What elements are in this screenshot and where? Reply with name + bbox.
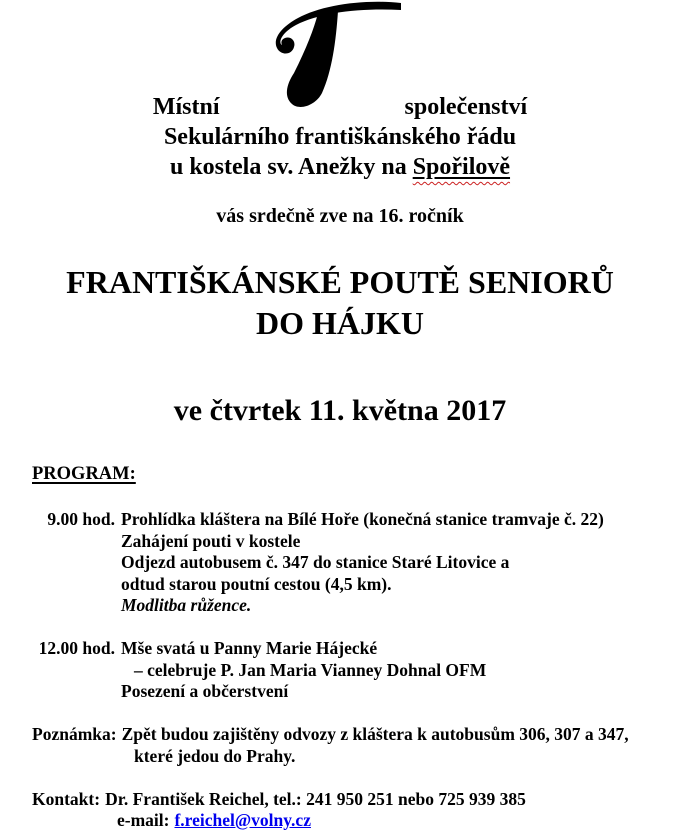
event-date: ve čtvrtek 11. května 2017	[173, 394, 507, 427]
header-line1-right: společenství	[404, 94, 528, 120]
note-label: Poznámka:	[32, 724, 117, 744]
header-line-2: Sekulárního františkánského řádu	[163, 124, 517, 150]
program-time: 12.00 hod.	[38, 638, 115, 658]
program-text: Zahájení pouti v kostele	[121, 530, 301, 551]
spellchecked-word: Spořilově	[412, 154, 511, 180]
program-text: Odjezd autobusem č. 347 do stanice Staré Litovice a	[121, 552, 510, 572]
blank-line	[0, 703, 680, 725]
email-line	[0, 810, 680, 832]
blank-line	[0, 767, 680, 789]
header-line3-prefix: u kostela sv. Anežky na	[169, 154, 407, 180]
blank-line	[0, 617, 680, 639]
program-text: Mše svatá u Panny Marie Hájecké	[121, 638, 378, 658]
program-item-morning	[0, 509, 680, 531]
contact-line	[0, 789, 680, 811]
header-line-3	[0, 152, 680, 182]
program-time: 9.00 hod.	[47, 509, 115, 529]
note-line	[0, 724, 680, 746]
page-title-line-2: DO HÁJKU	[256, 305, 424, 341]
contact-label: Kontakt:	[32, 788, 101, 809]
program-text-italic: Modlitba růžence.	[121, 595, 252, 615]
contact-text: Dr. František Reichel, tel.: 241 950 251 nebo 725 939 385	[105, 788, 526, 809]
page-title-line-1: FRANTIŠKÁNSKÉ POUTĚ SENIORŮ	[66, 264, 614, 300]
email-link[interactable]: f.reichel@volny.cz	[174, 810, 311, 830]
header-line-1	[0, 92, 680, 122]
program-text: odtud starou poutní cestou (4,5 km).	[121, 573, 392, 594]
program-list	[0, 509, 680, 832]
program-text: Prohlídka kláštera na Bílé Hoře (konečná stanice tramvaje č. 22)	[121, 509, 604, 529]
program-text: – celebruje P. Jan Maria Vianney Dohnal OFM	[134, 659, 487, 680]
spellchecked-word-wrap	[413, 154, 510, 180]
page-title	[0, 262, 680, 344]
program-item-noon	[0, 638, 680, 660]
invitation-line: vás srdečně zve na 16. ročník	[216, 205, 464, 227]
header-block	[0, 92, 680, 182]
header-line1-left: Místní	[152, 94, 220, 120]
note-text: Zpět budou zajištěny odvozy z kláštera k autobusům 306, 307 a 347,	[121, 724, 629, 744]
program-heading: PROGRAM:	[32, 464, 136, 484]
program-text: Posezení a občerstvení	[121, 681, 289, 701]
email-label: e-mail:	[117, 810, 170, 830]
note-continuation: které jedou do Prahy.	[134, 745, 296, 766]
